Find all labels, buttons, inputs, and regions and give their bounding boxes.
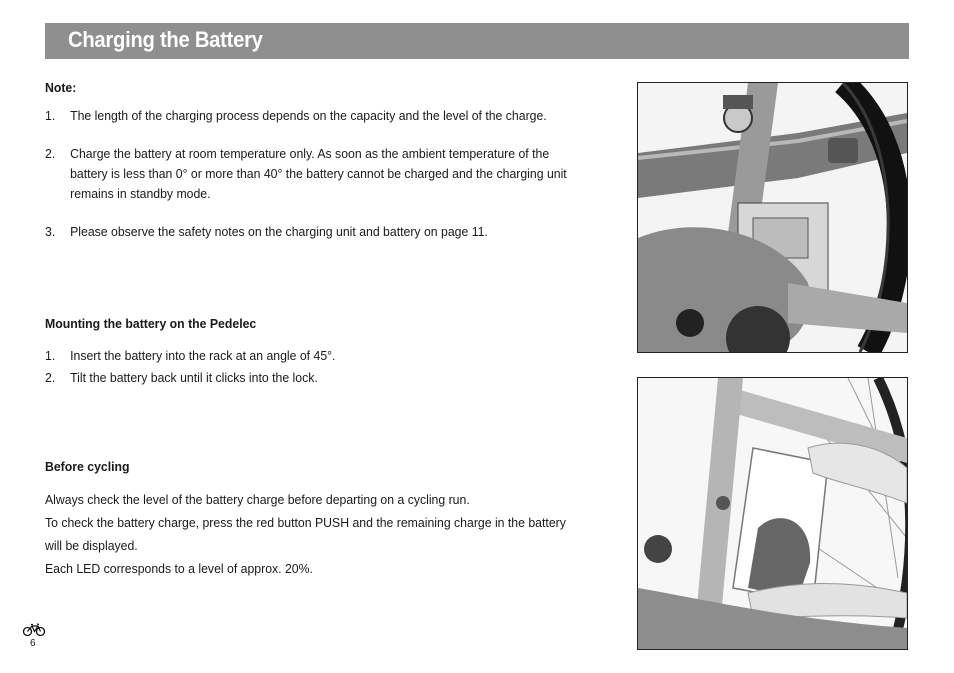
page-title: Charging the Battery — [68, 27, 263, 52]
list-item — [45, 367, 570, 389]
mounting-heading: Mounting the battery on the Pedelec — [45, 316, 257, 331]
list-number: 2. — [45, 146, 56, 161]
battery-insertion-illustration — [638, 378, 907, 649]
paragraph: Each LED corresponds to a level of approx. 20%. — [45, 561, 313, 576]
before-cycling-text — [45, 488, 570, 580]
paragraph: Always check the level of the battery charge before departing on a cycling run. — [45, 492, 470, 507]
before-cycling-heading: Before cycling — [45, 459, 130, 474]
main-content — [45, 78, 610, 580]
note-list — [45, 106, 570, 242]
title-bar — [45, 23, 909, 59]
list-text: Please observe the safety notes on the charging unit and battery on page 11. — [70, 224, 488, 239]
page-number: 6 — [30, 638, 36, 649]
list-text: Charge the battery at room temperature only. As soon as the ambient temperature of the battery is less than 0° or more than 40° the battery cannot be charged and the charging unit remains in standby mode. — [70, 146, 567, 201]
list-item — [45, 222, 570, 242]
list-text: The length of the charging process depends on the capacity and the level of the charge. — [70, 108, 547, 123]
list-item — [45, 144, 570, 204]
list-number: 3. — [45, 224, 56, 239]
list-item — [45, 106, 570, 126]
bicycle-frame-charging-illustration — [638, 83, 907, 352]
note-heading: Note: — [45, 80, 77, 95]
list-item — [45, 345, 570, 367]
list-text: Insert the battery into the rack at an angle of 45°. — [70, 348, 336, 363]
paragraph: To check the battery charge, press the red button PUSH and the remaining charge in the battery will be displayed. — [45, 515, 566, 553]
bicycle-icon — [22, 623, 46, 637]
list-number: 1. — [45, 108, 56, 123]
list-number: 2. — [45, 370, 56, 385]
battery-insertion-photo — [637, 377, 908, 650]
charging-photo — [637, 82, 908, 353]
list-text: Tilt the battery back until it clicks into the lock. — [70, 370, 318, 385]
mounting-list — [45, 345, 570, 389]
list-number: 1. — [45, 348, 56, 363]
